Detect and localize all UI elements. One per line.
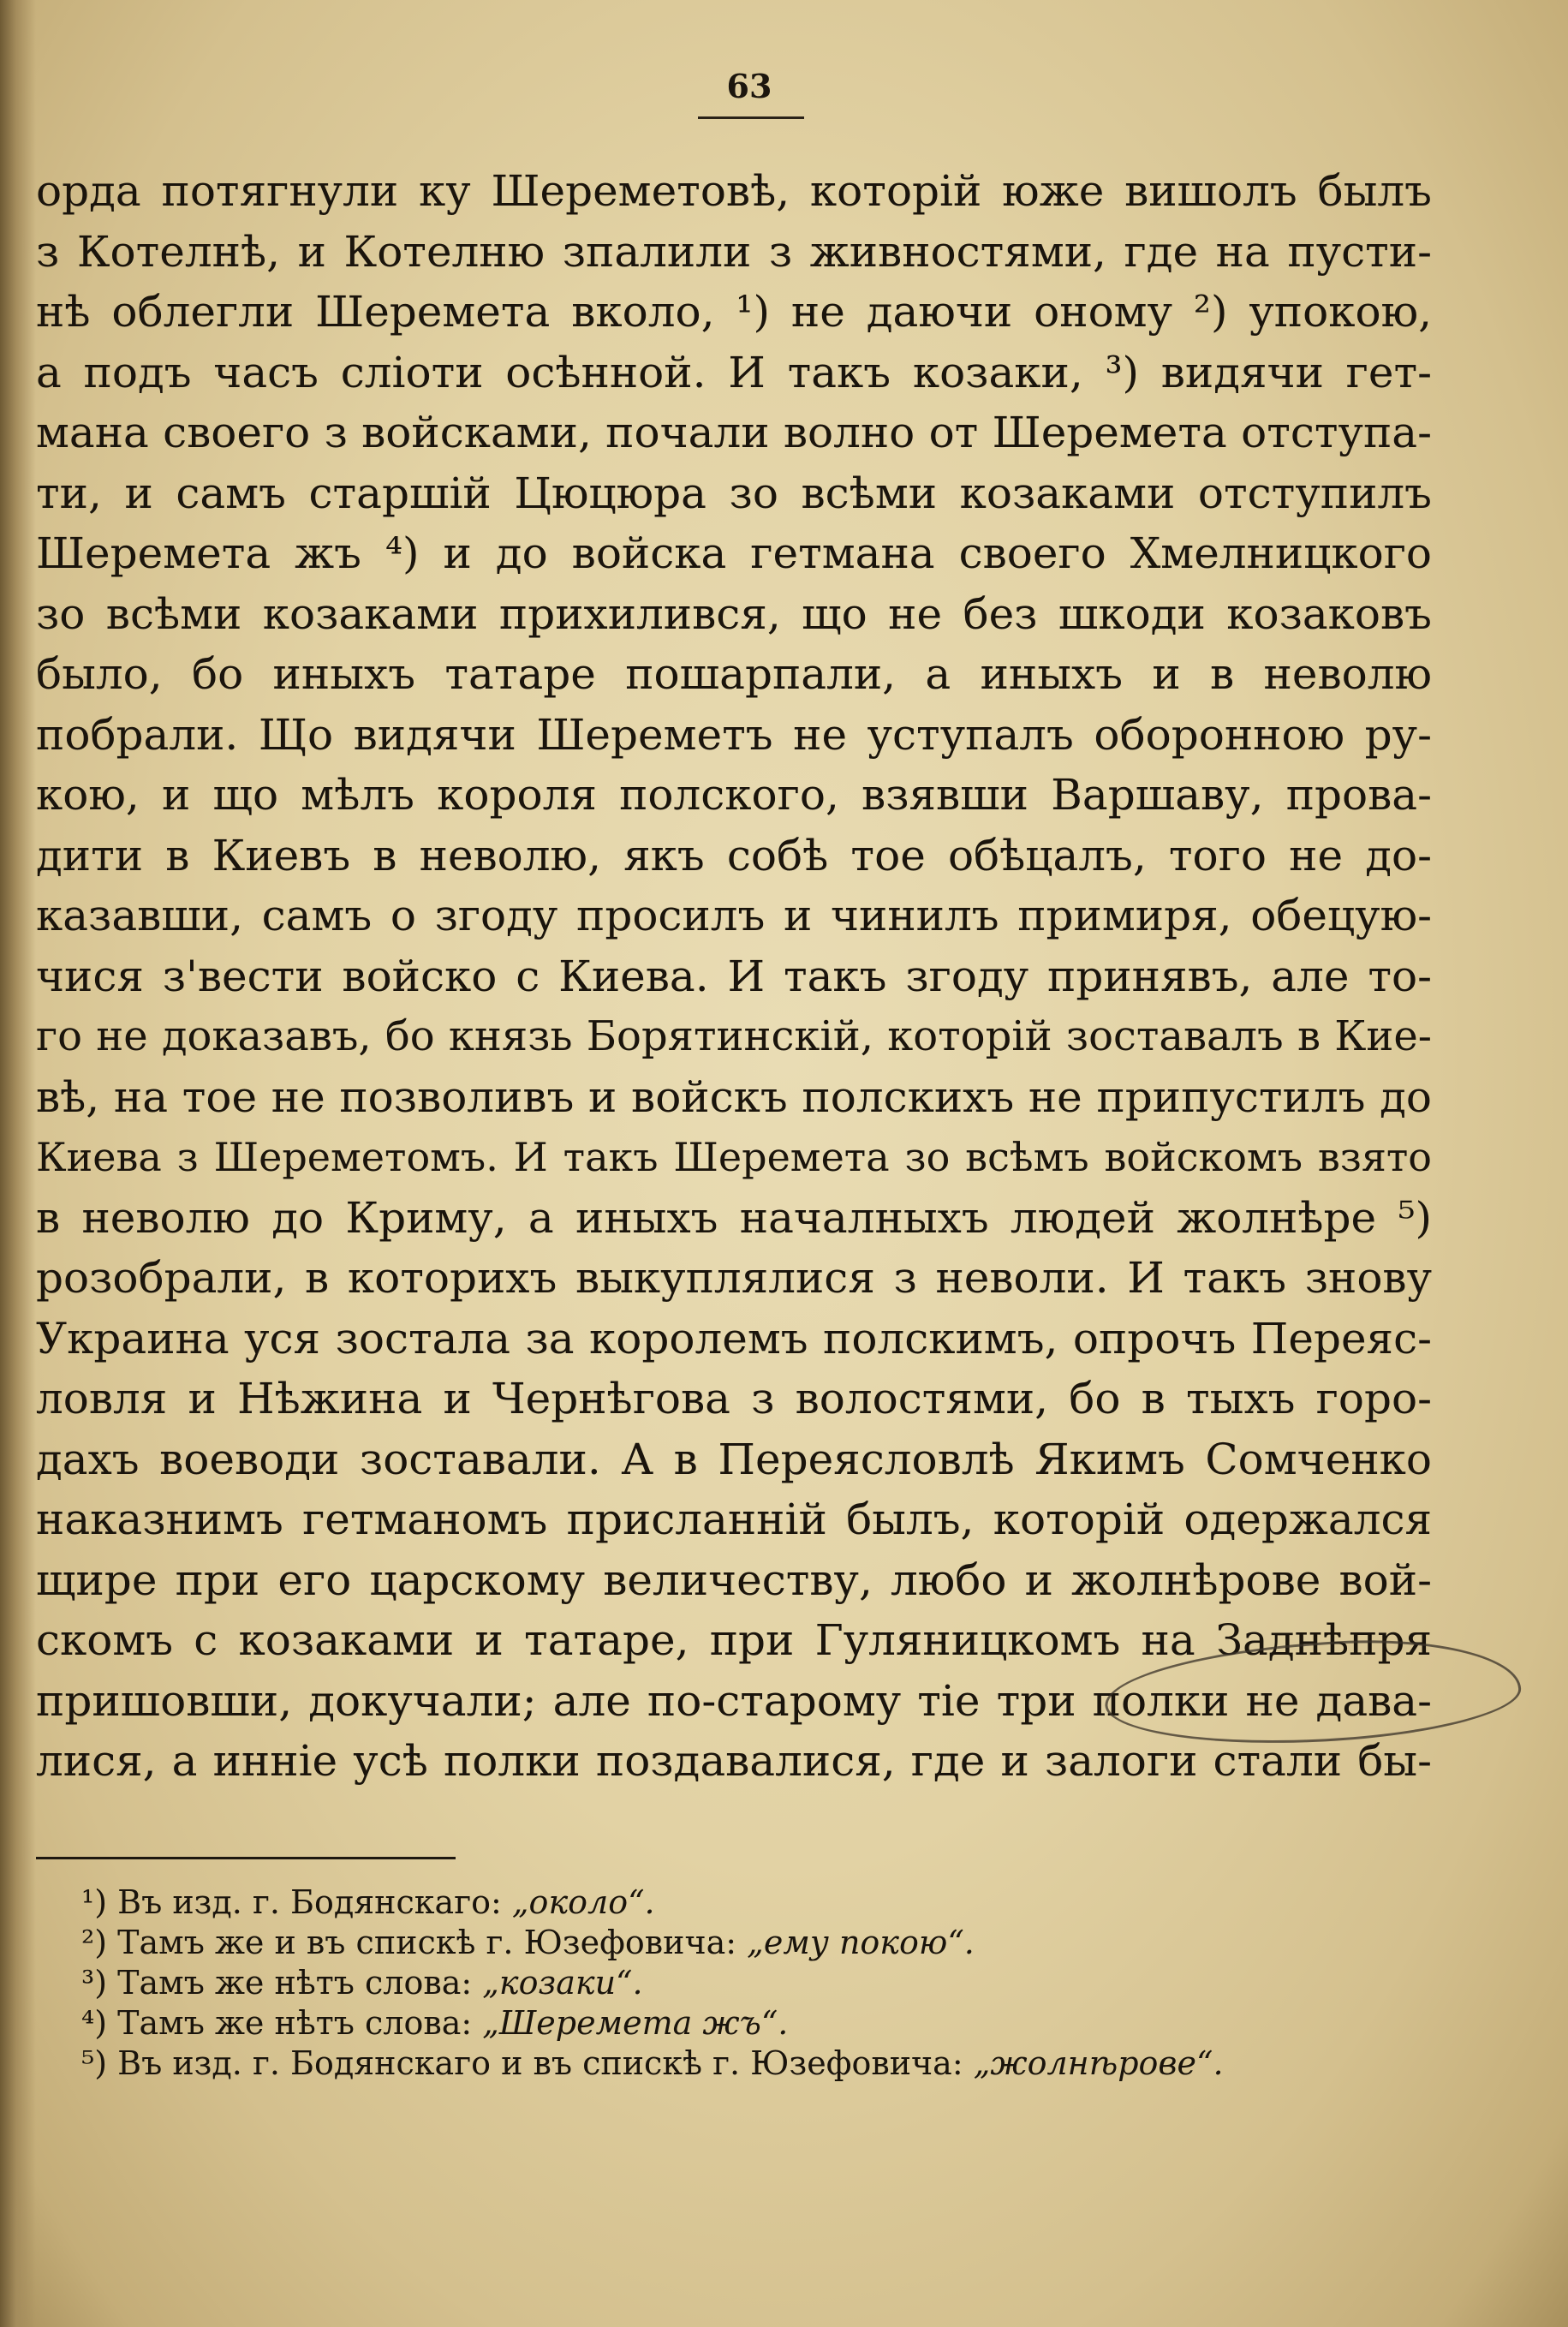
footnote-mark: ⁵) — [81, 2044, 108, 2082]
footnote-text: Въ изд. г. Бодянскаго и въ спискѣ г. Юзефовича: — [117, 2044, 974, 2082]
footnote — [81, 2003, 1417, 2044]
footnote-quote: „около“. — [511, 1883, 655, 1921]
footnote-text: Тамъ же нѣтъ слова: — [117, 2004, 483, 2042]
page-number: 63 — [726, 67, 772, 105]
footnote — [81, 1882, 1417, 1923]
text-line: орда потягнули ку Шереметовѣ, которій юже вишолъ былъ — [36, 166, 1432, 216]
text-line: ловля и Нѣжина и Чернѣгова з волостями, бо в тыхъ горо- — [36, 1374, 1432, 1423]
spine-shadow — [0, 0, 36, 2327]
text-line: в неволю до Криму, а иныхъ началныхъ людей жолнѣре ⁵) — [36, 1192, 1432, 1243]
footnote — [81, 1963, 1417, 2003]
page-number-rule — [698, 116, 804, 119]
text-line: вѣ, на тое не позволивъ и войскъ полскихъ не припустилъ до — [36, 1071, 1432, 1122]
footnote-mark: ¹) — [81, 1883, 108, 1921]
text-line: было, бо иныхъ татаре пошарпали, а иныхъ и в неволю — [36, 649, 1432, 699]
text-line: Шеремета жъ ⁴) и до войска гетмана своего Хмелницкого — [36, 528, 1432, 578]
text-line: щире при его царскому величеству, любо и жолнѣрове вой- — [36, 1554, 1432, 1605]
text-line: мана своего з войсками, почали волно от Шеремета отступа- — [36, 408, 1432, 457]
text-line: а подъ часъ сліоти осѣнной. И такъ козаки, ³) видячи гет- — [36, 347, 1432, 397]
text-line: нѣ облегли Шеремета вколо, ¹) не даючи оному ²) упокою, — [36, 287, 1432, 337]
body-text — [36, 161, 1432, 1792]
text-line: дахъ воеводи зоставали. А в Переясловлѣ Якимъ Сомченко — [36, 1434, 1432, 1484]
footnote-rule — [36, 1857, 456, 1859]
text-line: го не доказавъ, бо князь Борятинскій, которій зоставалъ в Кие- — [36, 1012, 1432, 1060]
text-line: Украина уся зостала за королемъ полскимъ, опрочъ Переяс- — [36, 1313, 1432, 1363]
text-line: кою, и що мѣлъ короля полского, взявши Варшаву, прова- — [36, 770, 1432, 820]
text-line: Киева з Шереметомъ. И такъ Шеремета зо всѣмъ войскомъ взято — [36, 1134, 1432, 1180]
text-line: розобрали, в которихъ выкуплялися з неволи. И такъ знову — [36, 1253, 1432, 1303]
footnote — [81, 2044, 1417, 2084]
text-line: з Котелнѣ, и Котелню зпалили з живностями, где на пусти- — [36, 226, 1432, 277]
text-line: зо всѣми козаками прихилився, що не без шкоди козаковъ — [36, 588, 1432, 639]
footnotes — [81, 1882, 1417, 2084]
footnote-text: Тамъ же и въ спискѣ г. Юзефовича: — [117, 1924, 748, 1961]
text-line: пришовши, докучали; але по-старому тіе три полки не дава- — [36, 1675, 1432, 1726]
text-line: ти, и самъ старшій Цюцюра зо всѣми козаками отступилъ — [36, 468, 1432, 518]
text-line: лися, а инніе усѣ полки поздавалися, где и залоги стали бы- — [36, 1736, 1432, 1786]
footnote-quote: „Шеремета жъ“. — [482, 2004, 789, 2042]
text-line: чися з'вести войско с Киева. И такъ згоду принявъ, але то- — [36, 951, 1432, 1001]
text-line: казавши, самъ о згоду просилъ и чинилъ примиря, обецую- — [36, 891, 1432, 940]
text-line: побрали. Що видячи Шереметъ не уступалъ оборонною ру- — [36, 709, 1432, 760]
footnote-mark: ²) — [81, 1924, 108, 1961]
footnote-mark: ³) — [81, 1964, 108, 2002]
footnote-text: Въ изд. г. Бодянскаго: — [117, 1883, 512, 1921]
footnote-quote: „ему покою“. — [747, 1924, 975, 1961]
footnote-quote: „жолнѣрове“. — [973, 2044, 1224, 2082]
footnote — [81, 1923, 1417, 1963]
footnote-mark: ⁴) — [81, 2004, 108, 2042]
footnote-quote: „козаки“. — [482, 1964, 643, 2002]
footnote-text: Тамъ же нѣтъ слова: — [117, 1964, 483, 2002]
text-line: наказнимъ гетманомъ присланній былъ, которій одержался — [36, 1495, 1432, 1544]
text-line: скомъ с козаками и татаре, при Гуляницкомъ на Заднѣпря — [36, 1615, 1432, 1665]
text-line: дити в Киевъ в неволю, якъ собѣ тое обѣцалъ, того не до- — [36, 830, 1432, 880]
